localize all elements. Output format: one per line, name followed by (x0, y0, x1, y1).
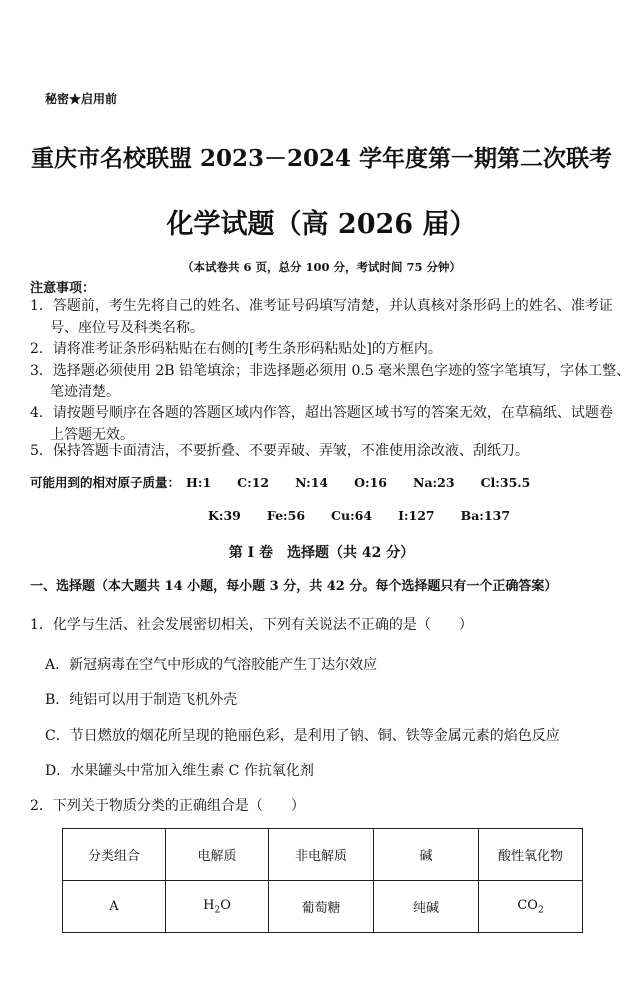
exam-info: （本试卷共 6 页，总分 100 分，考试时间 75 分钟） (181, 260, 462, 274)
table-header-row (63, 829, 583, 881)
mass: Cl:35.5 (480, 475, 531, 490)
q1-option-b: B．纯铝可以用于制造飞机外壳 (45, 692, 238, 708)
table-header: 分类组合 (63, 829, 166, 881)
note-line: 上答题无效。 (50, 427, 134, 443)
part-heading: 一、选择题（本大题共 14 小题，每小题 3 分，共 42 分。每个选择题只有一个正确答案） (30, 579, 558, 594)
note-line: 号、座位号及科类名称。 (50, 320, 204, 336)
notes-heading: 注意事项： (30, 281, 96, 296)
table-header: 非电解质 (269, 829, 374, 881)
table-row (63, 881, 583, 933)
mass: N:14 (295, 475, 329, 490)
formula-h: H (203, 897, 215, 913)
note-line: 3．选择题必须使用 2B 铅笔填涂；非选择题必须用 0.5 毫米黑色字迹的签字笔填写，字体工整、 (30, 363, 631, 379)
note-line: 2．请将准考证条形码粘贴在右侧的[考生条形码粘贴处]的方框内。 (30, 341, 442, 357)
table-cell: 葡萄糖 (269, 881, 374, 933)
q1-option-a: A．新冠病毒在空气中形成的气溶胶能产生丁达尔效应 (45, 657, 378, 673)
mass: Ba:137 (460, 508, 511, 523)
masses-label: 可能用到的相对原子质量： (30, 475, 181, 490)
table-cell (479, 881, 583, 933)
exam-title: 重庆市名校联盟 2023－2024 学年度第一期第二次联考 (30, 145, 613, 172)
table-header: 酸性氧化物 (479, 829, 583, 881)
table-cell (166, 881, 269, 933)
mass: K:39 (208, 508, 241, 523)
secret-label: 秘密★启用前 (45, 92, 118, 106)
q1-option-c: C．节日燃放的烟花所呈现的艳丽色彩，是利用了钠、铜、铁等金属元素的焰色反应 (45, 728, 560, 744)
mass: I:127 (398, 508, 435, 523)
q1-option-d: D．水果罐头中常加入维生素 C 作抗氧化剂 (45, 763, 314, 779)
mass: Fe:56 (266, 508, 306, 523)
section-title: 第 I 卷 选择题（共 42 分） (228, 545, 415, 561)
atomic-masses-row2 (208, 508, 536, 523)
question-1-stem: 1．化学与生活、社会发展密切相关，下列有关说法不正确的是（ ） (30, 617, 473, 633)
note-line: 4．请按题号顺序在各题的答题区域内作答，超出答题区域书写的答案无效，在草稿纸、试题卷 (30, 405, 613, 421)
note-line: 5．保持答题卡面清洁，不要折叠、不要弄破、弄皱，不准使用涂改液、刮纸刀。 (30, 443, 529, 459)
atomic-masses-row1 (30, 473, 556, 491)
mass: Cu:64 (331, 508, 373, 523)
table-cell: 纯碱 (374, 881, 479, 933)
table-header: 碱 (374, 829, 479, 881)
note-line: 1．答题前，考生先将自己的姓名、准考证号码填写清楚，并认真核对条形码上的姓名、准考证 (30, 298, 613, 314)
mass: C:12 (237, 475, 270, 490)
question-2-stem: 2．下列关于物质分类的正确组合是（ ） (30, 798, 305, 814)
table-cell: A (63, 881, 166, 933)
mass: H:1 (186, 475, 212, 490)
subscript: 2 (214, 905, 221, 916)
classification-table (62, 828, 583, 933)
mass: O:16 (354, 475, 388, 490)
note-line: 笔迹清楚。 (50, 384, 120, 400)
subscript: 2 (537, 905, 544, 916)
formula-o: O (220, 897, 231, 913)
exam-subtitle: 化学试题（高 2026 届） (166, 209, 477, 240)
mass: Na:23 (413, 475, 455, 490)
formula-co: CO (517, 897, 538, 913)
table-header: 电解质 (166, 829, 269, 881)
